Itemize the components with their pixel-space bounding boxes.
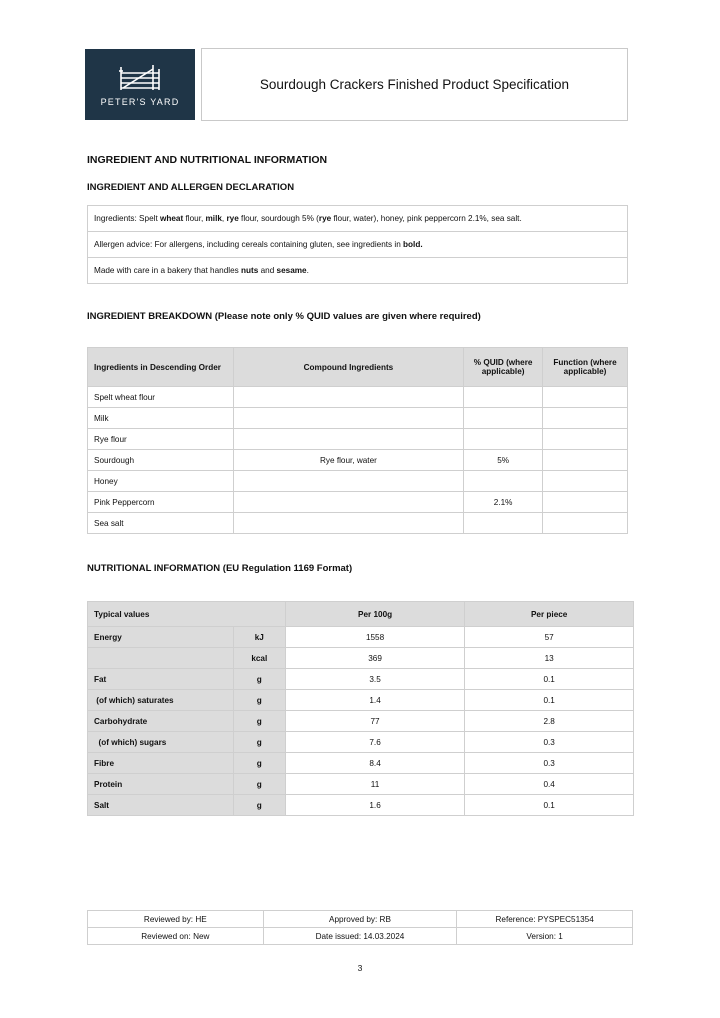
table-header-row [88,602,634,627]
table-row [88,513,628,534]
document-title: Sourdough Crackers Finished Product Specification [201,48,628,121]
table-cell [543,492,628,513]
value-cell: 7.6 [285,732,465,753]
document-control-table [87,910,633,945]
table-row [88,690,634,711]
unit-cell: g [233,732,285,753]
value-cell: 0.1 [465,690,634,711]
nutrient-label: Protein [88,774,234,795]
table-cell [464,429,543,450]
footer-cell: Reference: PYSPEC51354 [457,911,633,928]
value-cell: 1.6 [285,795,465,816]
bold-allergen-text: nuts [241,266,259,275]
table-cell [464,471,543,492]
table-cell: Milk [88,408,234,429]
declaration-row [88,258,628,284]
table-row [88,429,628,450]
unit-cell: kcal [233,648,285,669]
bold-allergen-text: wheat [160,214,184,223]
declaration-text: Ingredients: Spelt [94,214,160,223]
table-cell: Rye flour, water [233,450,463,471]
nutrient-label [88,648,234,669]
table-row [88,711,634,732]
footer-row [88,911,633,928]
table-cell [543,429,628,450]
declaration-text: Allergen advice: For allergens, including cereals containing gluten, see ingredients in [94,240,404,249]
company-logo [85,49,195,120]
table-cell [464,408,543,429]
table-cell [233,387,463,408]
table-cell [233,492,463,513]
fence-gate-icon [117,63,163,93]
value-cell: 13 [465,648,634,669]
table-row [88,450,628,471]
nutrient-label: (of which) saturates [88,690,234,711]
declaration-text: , [221,214,227,223]
nutrient-label: Fat [88,669,234,690]
unit-cell: g [233,669,285,690]
table-cell [233,429,463,450]
table-cell: Spelt wheat flour [88,387,234,408]
nutrient-label: Fibre [88,753,234,774]
unit-cell: g [233,711,285,732]
table-row [88,387,628,408]
column-header: Per piece [465,602,634,627]
column-header: Function (where applicable) [543,348,628,387]
logo-text: PETER'S YARD [100,96,180,107]
declaration-text: flour, [183,214,206,223]
table-row [88,732,634,753]
nutrient-label: Energy [88,627,234,648]
unit-cell: g [233,774,285,795]
nutrient-label: Carbohydrate [88,711,234,732]
table-cell [543,513,628,534]
bold-allergen-text: rye [226,214,239,223]
table-cell [233,471,463,492]
footer-row [88,928,633,945]
table-cell: Rye flour [88,429,234,450]
table-cell: Honey [88,471,234,492]
bold-allergen-text: milk [205,214,222,223]
table-cell [464,513,543,534]
table-row [88,627,634,648]
declaration-text: . [306,266,309,275]
nutrient-label: (of which) sugars [88,732,234,753]
nutrition-table [87,601,634,816]
unit-cell: g [233,753,285,774]
table-row [88,795,634,816]
table-cell: 5% [464,450,543,471]
unit-cell: kJ [233,627,285,648]
table-cell [543,387,628,408]
declaration-cell [88,258,628,284]
column-header: % QUID (where applicable) [464,348,543,387]
column-header: Typical values [88,602,286,627]
table-cell [543,450,628,471]
table-header-row [88,348,628,387]
column-header: Compound Ingredients [233,348,463,387]
declaration-heading: INGREDIENT AND ALLERGEN DECLARATION [87,182,295,193]
value-cell: 1.4 [285,690,465,711]
column-header: Ingredients in Descending Order [88,348,234,387]
table-cell [233,513,463,534]
bold-allergen-text: bold. [403,240,423,249]
value-cell: 57 [465,627,634,648]
table-cell: Pink Peppercorn [88,492,234,513]
declaration-text: and [258,266,277,275]
footer-cell: Date issued: 14.03.2024 [263,928,457,945]
table-cell [543,408,628,429]
page-number: 3 [357,963,363,973]
value-cell: 0.1 [465,795,634,816]
column-header: Per 100g [285,602,465,627]
table-row [88,492,628,513]
table-cell [233,408,463,429]
value-cell: 0.1 [465,669,634,690]
value-cell: 0.3 [465,732,634,753]
value-cell: 2.8 [465,711,634,732]
value-cell: 8.4 [285,753,465,774]
table-row [88,669,634,690]
table-cell [543,471,628,492]
declaration-cell [88,206,628,232]
footer-cell: Reviewed on: New [88,928,264,945]
table-row [88,408,628,429]
value-cell: 77 [285,711,465,732]
declaration-text: flour, water), honey, pink peppercorn 2.1%, sea salt. [331,214,522,223]
table-row [88,774,634,795]
declaration-row [88,232,628,258]
table-row [88,648,634,669]
value-cell: 3.5 [285,669,465,690]
value-cell: 0.4 [465,774,634,795]
declaration-row [88,206,628,232]
bold-allergen-text: sesame [276,266,307,275]
table-cell: Sea salt [88,513,234,534]
declaration-cell [88,232,628,258]
declaration-text: flour, sourdough 5% ( [238,214,319,223]
ingredient-breakdown-table [87,347,628,534]
unit-cell: g [233,690,285,711]
breakdown-heading: INGREDIENT BREAKDOWN (Please note only % QUID values are given where required) [87,311,481,322]
nutrition-heading: NUTRITIONAL INFORMATION (EU Regulation 1169 Format) [87,563,353,574]
declaration-table [87,205,628,284]
nutrient-label: Salt [88,795,234,816]
table-row [88,753,634,774]
value-cell: 11 [285,774,465,795]
footer-cell: Approved by: RB [263,911,457,928]
unit-cell: g [233,795,285,816]
table-cell: 2.1% [464,492,543,513]
declaration-text: Made with care in a bakery that handles [94,266,242,275]
footer-cell: Reviewed by: HE [88,911,264,928]
value-cell: 1558 [285,627,465,648]
value-cell: 369 [285,648,465,669]
bold-allergen-text: rye [318,214,332,223]
value-cell: 0.3 [465,753,634,774]
section-title: INGREDIENT AND NUTRITIONAL INFORMATION [87,154,328,166]
table-cell [464,387,543,408]
footer-cell: Version: 1 [457,928,633,945]
table-cell: Sourdough [88,450,234,471]
table-row [88,471,628,492]
